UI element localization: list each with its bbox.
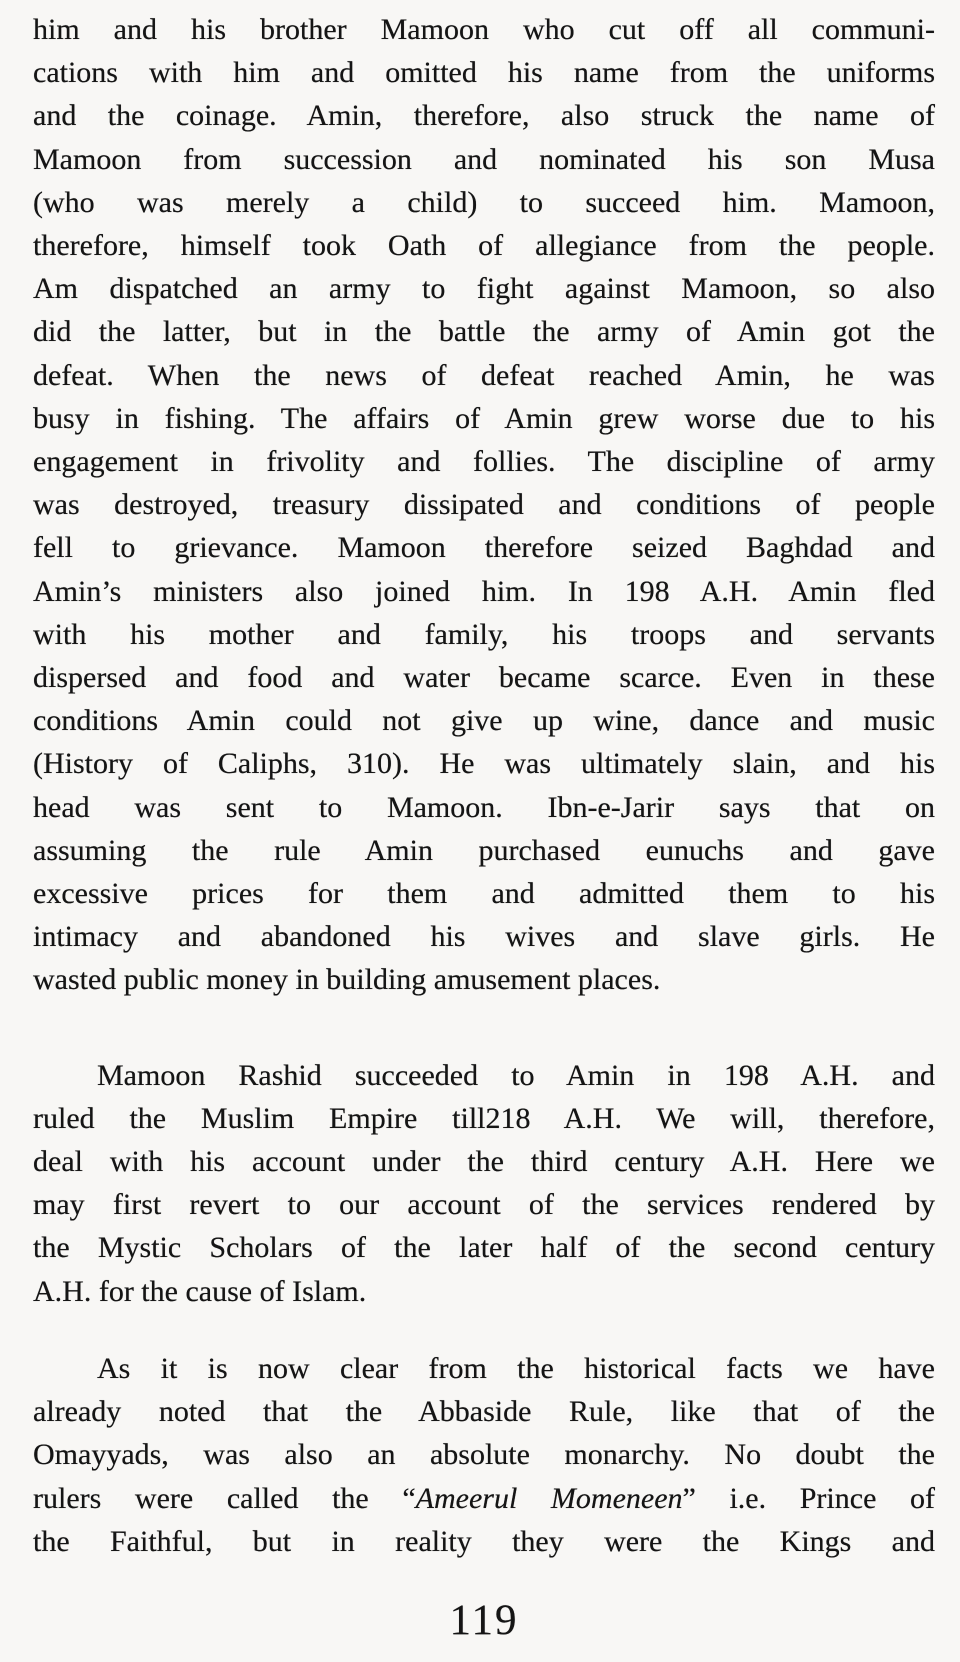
text-line: deal with his account under the third century A.H. Here we (33, 1145, 935, 1179)
text-line: dispersed and food and water became scarce. Even in these (33, 661, 935, 695)
text-line: already noted that the Abbaside Rule, like that of the (33, 1395, 935, 1429)
text-line: assuming the rule Amin purchased eunuchs and gave (33, 833, 935, 867)
text-line: may first revert to our account of the services rendered by (33, 1188, 935, 1222)
text-line: Mamoon from succession and nominated his son Musa (33, 142, 935, 176)
text-line: the Faithful, but in reality they were the Kings and (33, 1524, 935, 1558)
text-line: ruled the Muslim Empire till218 A.H. We will, therefore, (33, 1101, 935, 1135)
paragraph (33, 1054, 935, 1313)
text-line: A.H. for the cause of Islam. (33, 1274, 367, 1308)
text-line: (History of Caliphs, 310). He was ultimately slain, and his (33, 747, 935, 781)
text-line: with his mother and family, his troops and servants (33, 617, 935, 651)
text-line: conditions Amin could not give up wine, dance and music (33, 704, 935, 738)
text-line: excessive prices for them and admitted them to his (33, 877, 935, 911)
text-line: rulers were called the “Ameerul Momeneen” i.e. Prince of (33, 1481, 935, 1515)
text-line: busy in fishing. The affairs of Amin grew worse due to his (33, 401, 935, 435)
text-line: cations with him and omitted his name from the uniforms (33, 56, 935, 90)
text-line: him and his brother Mamoon who cut off all communi- (33, 13, 935, 46)
italic-phrase: Ameerul Momeneen (415, 1481, 683, 1515)
text-line: engagement in frivolity and follies. The discipline of army (33, 445, 935, 479)
text-line: Amin’s ministers also joined him. In 198 A.H. Amin fled (33, 574, 935, 608)
paragraph (33, 8, 935, 1002)
paragraph (33, 1347, 935, 1563)
text-line: Mamoon Rashid succeeded to Amin in 198 A.H. and (97, 1058, 935, 1092)
page-text (33, 8, 935, 1563)
text-line: defeat. When the news of defeat reached Amin, he was (33, 358, 935, 392)
text-line: therefore, himself took Oath of allegiance from the people. (33, 229, 935, 263)
page-number: 119 (449, 1596, 519, 1644)
text-line: the Mystic Scholars of the later half of the second century (33, 1231, 935, 1265)
text-line: fell to grievance. Mamoon therefore seized Baghdad and (33, 531, 935, 565)
text-line: and the coinage. Amin, therefore, also struck the name of (33, 99, 935, 133)
text-line: head was sent to Mamoon. Ibn-e-Jarir says that on (33, 790, 935, 824)
text-line: did the latter, but in the battle the army of Amin got the (33, 315, 935, 349)
text-line: was destroyed, treasury dissipated and conditions of people (33, 488, 935, 522)
text-line: intimacy and abandoned his wives and slave girls. He (33, 920, 935, 954)
text-line: Am dispatched an army to fight against Mamoon, so also (33, 272, 935, 306)
text-line: Omayyads, was also an absolute monarchy. No doubt the (33, 1438, 935, 1472)
text-line: wasted public money in building amusement places. (33, 963, 661, 997)
text-line: (who was merely a child) to succeed him. Mamoon, (33, 185, 935, 219)
text-line: As it is now clear from the historical facts we have (97, 1351, 935, 1385)
